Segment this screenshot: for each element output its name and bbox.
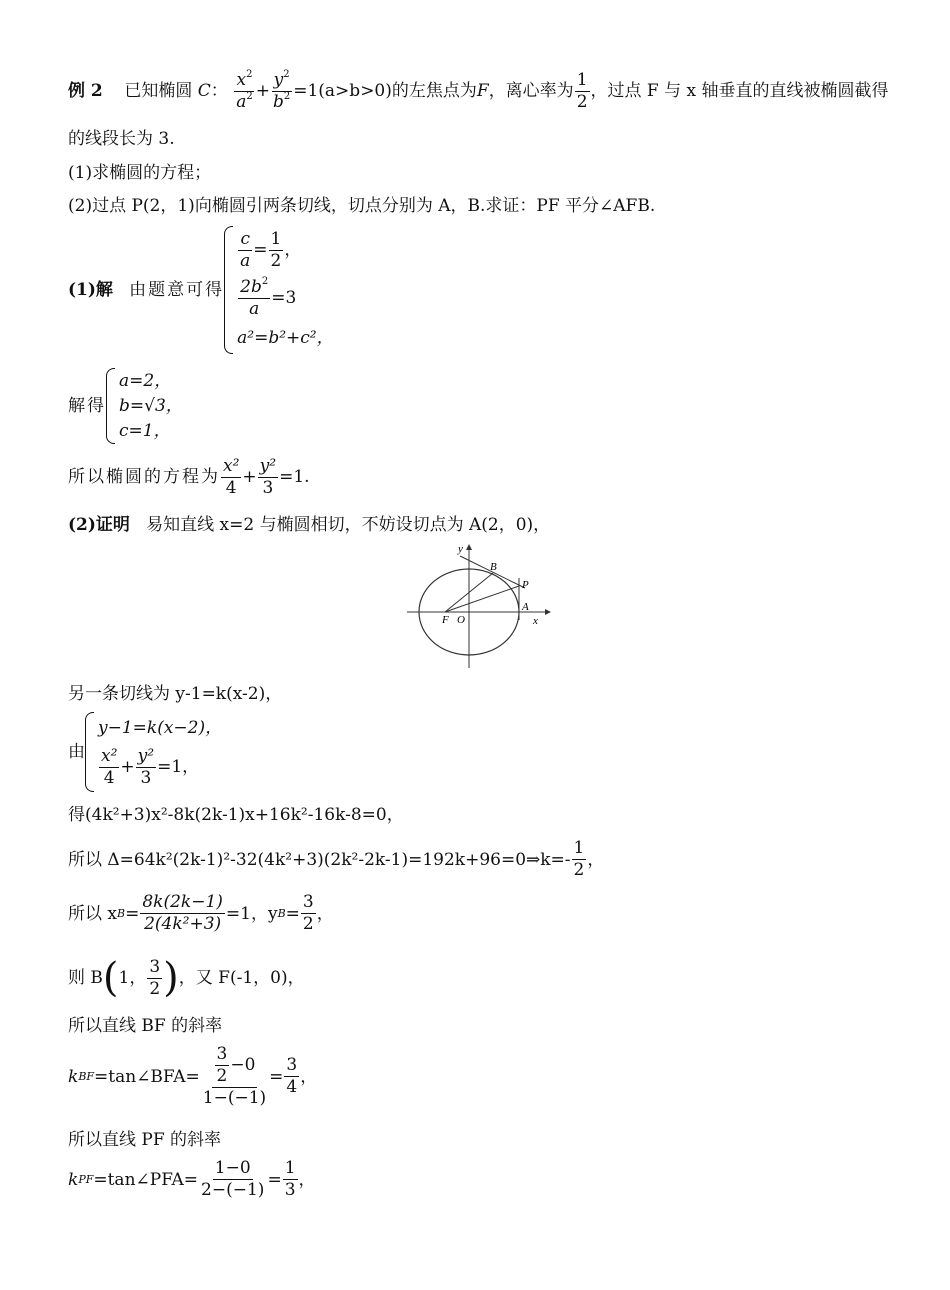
delta-text: 所以 Δ=64k²(2k-1)²-32(4k²+3)(2k²-2k-1)=192k+96=0⇒k=- — [68, 849, 571, 870]
system-row-3: a²=b²+c²， — [237, 328, 334, 349]
quadratic-equation: 得(4k²+3)x²-8k(2k-1)x+16k²-16k-8=0， — [68, 805, 404, 825]
B-post: ，又 F(-1，0)， — [178, 968, 305, 988]
focus-F: F — [476, 81, 489, 101]
value-b: b=√3， — [119, 395, 183, 416]
xb-mid: =1，y — [225, 903, 278, 924]
slope-PF-calc — [68, 1160, 316, 1199]
kbf-mid: =tan∠BFA= — [94, 1066, 200, 1087]
kbf-end: ， — [300, 1066, 318, 1087]
var-a: a — [236, 92, 247, 112]
kpf-k: k — [68, 1169, 79, 1190]
example-label: 例 2 — [68, 81, 103, 101]
y-axis-arrow — [466, 544, 472, 550]
four-den: 4 — [225, 478, 237, 498]
kbf-sub: BF — [78, 1069, 95, 1083]
solution-1-system — [68, 226, 334, 354]
ellipse-equation-line — [68, 458, 310, 497]
solution-1-label: (1)解 — [68, 280, 113, 300]
var-x: x — [236, 70, 247, 90]
kbf-rn: 3 — [286, 1055, 298, 1075]
B-den: 2 — [149, 978, 161, 999]
a-den: a — [240, 250, 251, 271]
label-P: P — [522, 579, 529, 591]
segment-FP — [445, 586, 519, 612]
label-O: O — [457, 614, 465, 626]
three-den: 3 — [262, 478, 274, 498]
kpf-den: 2−(−1) — [201, 1180, 265, 1200]
yb-eq: = — [285, 903, 300, 924]
yb-sub: B — [277, 906, 286, 920]
row2-4: 4 — [103, 768, 115, 789]
fraction-x2-a2: $\frac{x^2}{a^2}$ — [236, 69, 253, 112]
half-den: 2 — [270, 250, 282, 271]
ecc-num: 1 — [576, 70, 588, 90]
kpf-num: 1−0 — [214, 1158, 251, 1178]
B-pre: 则 B — [68, 968, 103, 988]
comma: ， — [284, 239, 302, 260]
row2-x2: x² — [101, 746, 118, 767]
system-brace-2 — [106, 368, 183, 444]
eq-1: =1. — [279, 467, 310, 487]
xb-sub: B — [117, 906, 126, 920]
c-num: c — [240, 228, 250, 249]
system-row-2: $\frac{2b^2}{a}$ =3 — [240, 275, 297, 319]
kbf-top-n: 3 — [216, 1044, 228, 1064]
a-den-2: a — [249, 298, 260, 319]
eccentricity-fraction — [575, 72, 590, 111]
B-1: 1， — [118, 968, 147, 988]
kbf-top-r: −0 — [230, 1055, 256, 1075]
half-num: 1 — [270, 228, 282, 249]
tangent-row-1: y−1=k(x−2)， — [98, 717, 223, 738]
solve-text: 解得 — [68, 396, 106, 416]
eq: = — [253, 239, 268, 260]
kpf-rn: 1 — [284, 1158, 296, 1178]
kpf-sub: PF — [78, 1172, 94, 1186]
slope-BF-text: 所以直线 BF 的斜率 — [68, 1016, 223, 1036]
k-num: 1 — [573, 838, 585, 858]
y2-num: y² — [259, 456, 277, 476]
k-den: 2 — [573, 860, 585, 880]
value-c: c=1， — [119, 421, 171, 442]
ellipse-name: C — [197, 81, 211, 101]
row2-3: 3 — [140, 768, 152, 789]
question-2: (2)过点 P(2，1)向椭圆引两条切线，切点分别为 A，B.求证：PF 平分∠AFB. — [68, 196, 656, 216]
intro-text-1: 已知椭圆 — [124, 81, 193, 101]
ecc-den: 2 — [576, 92, 588, 112]
fraction-y2-b2: $\frac{y^2}{b^2}$ — [272, 69, 291, 112]
slope-PF-text: 所以直线 PF 的斜率 — [68, 1130, 222, 1150]
tangent-row-2 — [98, 748, 222, 787]
kbf-eq: = — [269, 1066, 284, 1087]
yb-num: 3 — [302, 892, 314, 912]
eq-3: =3 — [271, 287, 297, 308]
system-brace-1 — [224, 226, 333, 354]
label-A: A — [522, 601, 529, 613]
ellipse-figure — [405, 540, 555, 670]
delta-end: ， — [587, 849, 605, 870]
intro-line-2: 的线段长为 3. — [68, 129, 175, 149]
proof-2-label: (2)证明 — [68, 515, 130, 535]
plus: + — [242, 467, 257, 487]
kpf-mid: =tan∠PFA= — [93, 1169, 199, 1190]
label-y: y — [458, 543, 463, 555]
row2-end: =1， — [157, 757, 200, 778]
intro-text-2: 的左焦点为 — [391, 81, 477, 101]
yb-den: 2 — [302, 914, 314, 934]
question-1: (1)求椭圆的方程； — [68, 163, 212, 183]
xb-yb-line — [68, 894, 334, 933]
proof-2-text: 易知直线 x=2 与椭圆相切，不妨设切点为 A(2，0)， — [146, 515, 551, 535]
problem-statement: 例 2 已知椭圆 C： $\frac{x^2}{a^2}$ + $\frac{y^2}{b^2}$ =1(a>b>0)的左焦点为F，离心率为 $\frac{1}{2}$ ，过点 F 与 x 轴垂直的直线被椭圆截得 — [68, 69, 889, 112]
value-a: a=2， — [119, 370, 172, 391]
x2-num: x² — [223, 456, 240, 476]
label-B: B — [490, 561, 497, 573]
point-B-line: 则 B ( 1， $\frac{3}{2}$ ) ，又 F(-1，0)， — [68, 955, 305, 1001]
intro-text-3: ，离心率为 — [488, 81, 574, 101]
slope-BF-calc — [68, 1046, 317, 1107]
var-y: y — [273, 70, 284, 90]
ellipse-eq-text: 所以椭圆的方程为 — [68, 467, 220, 487]
kbf-top-d: 2 — [216, 1066, 228, 1086]
kpf-rd: 3 — [284, 1180, 296, 1200]
ellipse-condition: =1(a>b>0) — [293, 81, 392, 101]
intro-text-4: ，过点 F 与 x 轴垂直的直线被椭圆截得 — [590, 81, 889, 101]
B-num: 3 — [149, 956, 161, 977]
colon: ： — [210, 81, 228, 101]
system-brace-3 — [85, 712, 222, 792]
xb-den: 2(4k²+3) — [144, 914, 222, 934]
kbf-k: k — [68, 1066, 79, 1087]
solution-1-text: 由题意可得 — [129, 280, 225, 300]
kbf-rd: 4 — [286, 1077, 298, 1097]
kpf-eq: = — [267, 1169, 282, 1190]
row2-y2: y² — [137, 746, 155, 767]
label-F: F — [442, 614, 449, 626]
kpf-end: ， — [298, 1169, 316, 1190]
kbf-complex-fraction — [201, 1046, 268, 1107]
xb-num: 8k(2k−1) — [142, 892, 223, 912]
system-row-1 — [237, 228, 333, 271]
another-tangent: 另一条切线为 y-1=k(x-2)， — [68, 684, 283, 704]
tangent-system — [68, 712, 222, 792]
2b-num: 2b — [240, 276, 262, 297]
x-axis-arrow — [545, 609, 551, 615]
kbf-bot: 1−(−1) — [202, 1088, 267, 1108]
yb-end: ， — [316, 903, 334, 924]
by-text: 由 — [68, 742, 85, 762]
xb-eq: = — [125, 903, 140, 924]
discriminant-line — [68, 840, 604, 879]
row2-plus: + — [120, 757, 135, 778]
var-b: b — [272, 92, 284, 112]
xb-pre: 所以 x — [68, 903, 117, 924]
solution-values — [68, 368, 183, 444]
label-x: x — [533, 615, 538, 627]
proof-2-line — [68, 514, 550, 536]
